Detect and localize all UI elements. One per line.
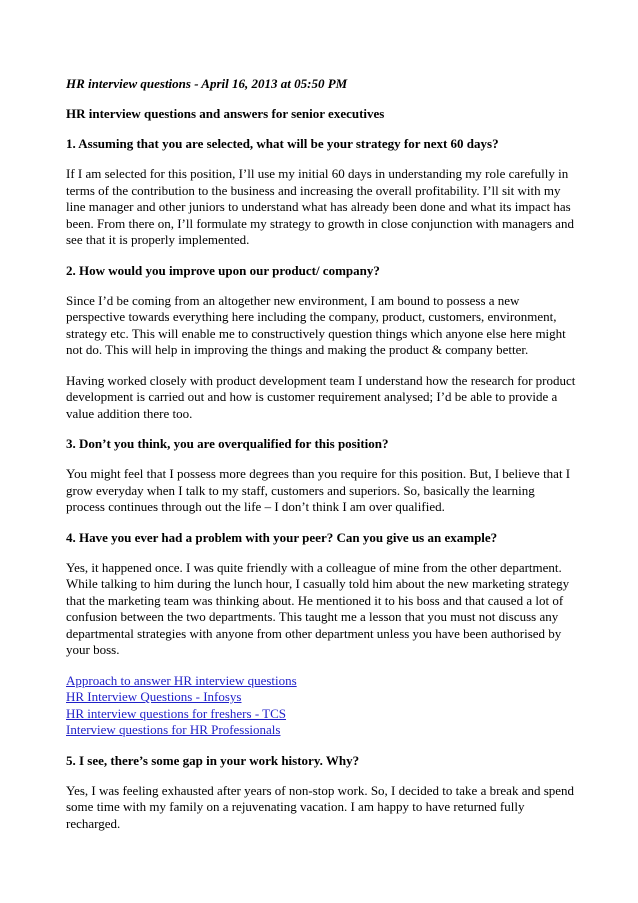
answer-4: Yes, it happened once. I was quite friendly with a colleague of mine from the other department. While talking to him during the lunch hour, I casually told him about the new marketing strategy that the marketing team was thinking about. He mentioned it to his boss and that caused a lot of confusion between the two departments. This taught me a lesson that you must not discuss any departmental strategies with anyone from other department unless you have been authorised by your boss. xyxy=(66,559,570,657)
question-4: 4. Have you ever had a problem with your peer? Can you give us an example? xyxy=(66,529,498,545)
link-hr-questions-freshers-tcs[interactable]: HR interview questions for freshers - TCS xyxy=(66,705,287,721)
document-title: HR interview questions and answers for senior executives xyxy=(66,106,385,121)
link-hr-questions-infosys[interactable]: HR Interview Questions - Infosys xyxy=(66,689,242,704)
answer-1: If I am selected for this position, I’ll use my initial 60 days in understanding my role carefully in terms of the contribution to the business and increasing the overall profitability. I’ll sit with my line manager and other juniors to understand what has already been done and what its impact has been. From there on, I’ll formulate my strategy to growth in close conjunction with managers and see that it is properly implemented. xyxy=(66,166,574,247)
question-2: 2. How would you improve upon our product/ company? xyxy=(66,262,380,278)
answer-2-paragraph-2: Having worked closely with product development team I understand how the research for product development is carried out and how is customer requirement analysed; I’d be able to provide a value addition there too. xyxy=(66,372,576,421)
answer-5: Yes, I was feeling exhausted after years of non-stop work. So, I decided to take a break and spend some time with my family on a rejuvenating vacation. I am happy to have returned fully recharged. xyxy=(66,782,575,831)
related-links xyxy=(66,673,576,739)
document-page xyxy=(66,76,576,846)
link-approach-hr-questions[interactable]: Approach to answer HR interview questions xyxy=(66,672,297,688)
link-questions-hr-professionals[interactable]: Interview questions for HR Professionals xyxy=(66,722,281,737)
document-meta-line: HR interview questions - April 16, 2013 at 05:50 PM xyxy=(66,76,348,91)
question-1: 1. Assuming that you are selected, what will be your strategy for next 60 days? xyxy=(66,136,499,151)
answer-3: You might feel that I possess more degrees than you require for this position. But, I believe that I grow everyday when I talk to my staff, customers and superiors. So, basically the learning process continues through out the life – I don’t think I am over qualified. xyxy=(66,466,571,514)
question-3: 3. Don’t you think, you are overqualified for this position? xyxy=(66,436,389,451)
answer-2-paragraph-1: Since I’d be coming from an altogether new environment, I am bound to possess a new perspective towards everything here including the company, product, customers, environment, strategy etc. This will enable me to constructively question things which anyone else here might not do. This will help in improving the things and making the product & company better. xyxy=(66,292,566,357)
question-5: 5. I see, there’s some gap in your work history. Why? xyxy=(66,752,360,768)
